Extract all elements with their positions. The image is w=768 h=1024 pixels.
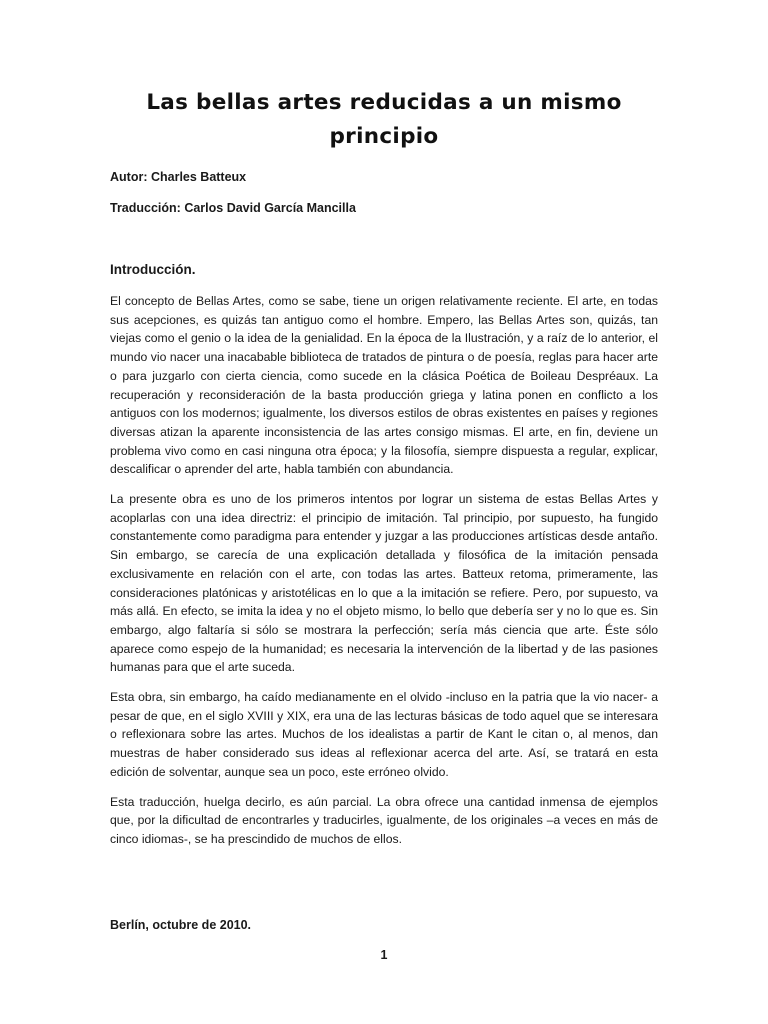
body-text [110,292,658,860]
paragraph: Esta traducción, huelga decirlo, es aún parcial. La obra ofrece una cantidad inmensa de ejemplos que, por la dificultad de encontrarles y traducirles, igualmente, de los originales –a veces en más de cinco idiomas-, se ha prescindido de muchos de ellos. [110,794,658,846]
paragraph: El concepto de Bellas Artes, como se sabe, tiene un origen relativamente reciente. El arte, en todas sus acepciones, es quizás tan antiguo como el hombre. Empero, las Bellas Artes son, quizás, tan viejas como el genio o la idea de la genialidad. En la época de la Ilustración, y a raíz de lo anterior, el mundo vio nacer una inacabable biblioteca de tratados de pintura o de poesía, reglas para hacer arte o para juzgarlo con cierta ciencia, como sucede en la clásica Poética de Boileau Despréaux. La recuperación y reconsideración de la basta producción griega y latina ponen en conflicto a los antiguos con los modernos; igualmente, los diversos estilos de obras existentes en países y regiones diversas atizan la aparente inconsistencia de las artes consigo mismas. El arte, en fin, deviene un problema vivo como en casi ninguna otra época; y la filosofía, siempre dispuesta a regular, explicar, descalificar o aprender del arte, habla también con abundancia. [110,294,658,477]
section-heading: Introducción. [110,262,196,277]
paragraph: Esta obra, sin embargo, ha caído medianamente en el olvido -incluso en la patria que la vio nacer- a pesar de que, en el siglo XVIII y XIX, era una de las lecturas básicas de todo aquel que se interesara o reflexionara sobre las artes. Muchos de los idealistas a partir de Kant le citan o, al menos, dan muestras de haber considerado sus ideas al reflexionar acerca del arte. Así, se tratará en esta edición de solventar, aunque sea un poco, este erróneo olvido. [110,690,658,779]
document-title: Las bellas artes reducidas a un mismo principio [146,90,622,149]
author-line: Autor: Charles Batteux [110,170,247,184]
signoff: Berlín, octubre de 2010. [110,918,252,932]
paragraph: La presente obra es uno de los primeros intentos por lograr un sistema de estas Bellas Artes y acoplarlas con una idea directriz: el principio de imitación. Tal principio, por supuesto, ha fungido constantemente como paradigma para entender y juzgar a las producciones artísticas desde antaño. Sin embargo, se carecía de una explicación detallada y filosófica de la imitación pensada exclusivamente en relación con el arte, con todas las artes. Batteux retoma, primeramente, las consideraciones platónicas y aristotélicas en lo que a la imitación se refiere. Pero, por supuesto, va más allá. En efecto, se imita la idea y no el objeto mismo, lo bello que debería ser y no lo que es. Sin embargo, algo faltaría si sólo se mostrara la perfección; sería más ciencia que arte. Éste sólo aparece como espejo de la humanidad; es necesaria la intervención de la libertad y de las pasiones humanas para que el arte suceda. [110,492,658,675]
translator-line: Traducción: Carlos David García Mancilla [110,201,356,215]
page-number: 1 [380,948,388,962]
